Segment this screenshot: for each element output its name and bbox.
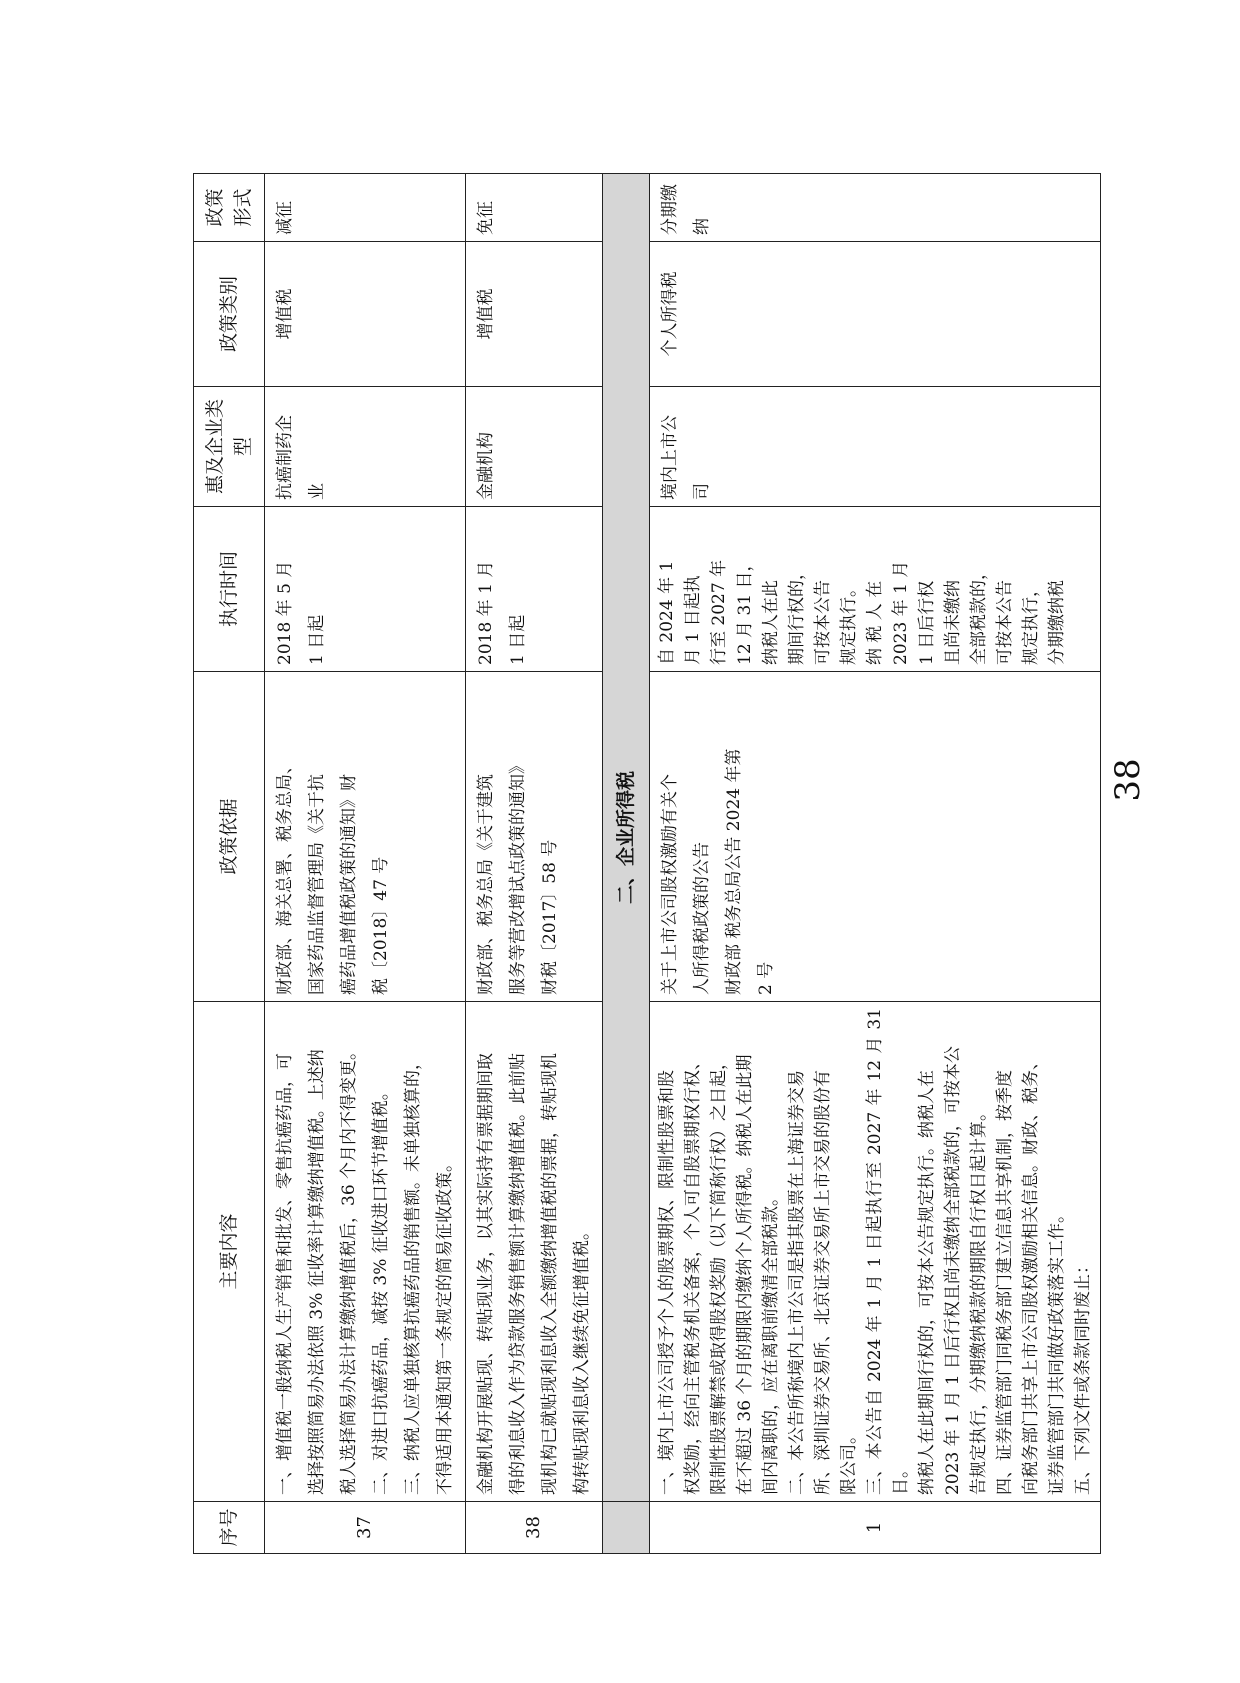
content-line: 金融机构开展贴现、转贴现业务，以其实际持有票据期间取 [476,1053,496,1495]
content-line: 告规定执行，分期缴纳税款的期限自行权日起计算。 [969,1104,989,1495]
time-line: 1 日起 [307,614,327,665]
content-line: 权奖励，经向主管税务机关备案，个人可自股票期权行权、 [683,1053,703,1495]
content-line: 选择按照简易办法依照 3% 征收率计算缴纳增值税。上述纳 [307,1049,327,1495]
content-line: 三、本公告自 2024 年 1 月 1 日起执行至 2027 年 12 月 31 日。 [865,1008,911,1495]
basis-line: 国家药品监督管理局《关于抗 [307,774,327,995]
content-line: 在不超过 36 个月的期限内缴纳个人所得税。纳税人在此期 [735,1054,755,1495]
row1-category: 个人所得税 [650,242,1101,387]
row37-time [265,507,466,672]
content-line: 一、增值税一般纳税人生产销售和批发、零售抗癌药品，可 [275,1053,295,1495]
time-line: 2023 年 1 月 [891,560,911,665]
header-basis: 政策依据 [194,672,265,1002]
content-line: 间内离职的，应在离职前缴清全部税款。 [761,1189,781,1495]
content-line: 二、本公告所称境内上市公司是指其股票在上海证券交易 [787,1070,807,1495]
time-line: 分期缴纳税 [1047,580,1067,665]
content-line: 三、纳税人应单独核算抗癌药品的销售额。未单独核算的， [403,1053,423,1495]
row37-enterprise [265,387,466,507]
time-line: 规定执行。 [839,580,859,665]
row37-form: 减征 [265,174,466,242]
table-row-38 [466,174,603,1554]
content-line: 现机构已就贴现利息收入全额缴纳增值税的票据，转贴现机 [540,1053,560,1495]
content-line: 纳税人在此期间行权的，可按本公告规定执行。纳税人在 [917,1070,937,1495]
row1-content [650,1002,1101,1502]
header-seq: 序号 [194,1502,265,1554]
time-line: 12 月 31 日， [735,554,755,665]
time-line: 纳税人在此 [761,580,781,665]
table-row-37 [265,174,466,1554]
policy-table [193,173,1101,1554]
table-header-row [194,174,265,1554]
content-line: 二、对进口抗癌药品，减按 3% 征收进口环节增值税。 [371,1083,391,1495]
content-line: 五、下列文件或条款同时废止： [1073,1257,1093,1495]
content-line: 所、深圳证券交易所、北京证券交易所上市交易的股份有 [813,1070,833,1495]
row38-basis [466,672,603,1002]
time-line: 行至 2027 年 [709,559,729,665]
row1-basis [650,672,1101,1002]
content-line: 一、境内上市公司授予个人的股票期权、限制性股票和股 [657,1070,677,1495]
row1-time [650,507,1101,672]
page-number: 38 [1108,758,1148,802]
rotated-page-table-wrapper [193,174,1093,1554]
section-title: 二、企业所得税 [603,174,650,1502]
row38-content [466,1002,603,1502]
enterprise-line: 司 [692,483,712,500]
basis-line: 人所得税政策的公告 [692,842,712,995]
basis-line: 2 号 [756,961,776,995]
basis-line: 关于上市公司股权激励有关个 [660,774,680,995]
content-line: 四、证券监管部门同税务部门建立信息共享机制，按季度 [995,1070,1015,1495]
time-line: 2018 年 1 月 [476,560,496,665]
row38-category: 增值税 [466,242,603,387]
time-line: 纳 税 人 在 [865,580,885,665]
section-seq-cell [603,1502,650,1554]
row38-enterprise [466,387,603,507]
enterprise-line: 业 [307,483,327,500]
time-line: 规定执行， [1021,580,1041,665]
row38-time [466,507,603,672]
header-enterprise: 惠及企业类型 [194,387,265,507]
row1-form: 分期缴纳 [650,174,1101,242]
row38-form: 免征 [466,174,603,242]
table-row-1 [650,174,1101,1554]
time-line: 全部税款的， [969,563,989,665]
row37-category: 增值税 [265,242,466,387]
enterprise-line: 境内上市公 [660,415,680,500]
content-line: 2023 年 1 月 1 日后行权且尚未缴纳全部税款的，可按本公 [943,1046,963,1495]
time-line: 可按本公告 [813,580,833,665]
basis-line: 服务等营改增试点政策的通知》 [508,757,528,995]
content-line: 构转贴现利息收入继续免征增值税。 [572,1223,592,1495]
time-line: 自 2024 年 1 [657,560,677,665]
time-line: 1 日后行权 [917,580,937,665]
row38-seq: 38 [466,1502,603,1554]
basis-line: 财政部、税务总局《关于建筑 [476,774,496,995]
time-line: 1 日起 [508,614,528,665]
time-line: 期间行权的， [787,563,807,665]
enterprise-line: 金融机构 [476,432,496,500]
content-line: 限制性股票解禁或取得股权奖励（以下简称行权）之日起， [709,1053,729,1495]
time-line: 且尚未缴纳 [943,580,963,665]
row37-content [265,1002,466,1502]
content-line: 得的利息收入作为贷款服务销售额计算缴纳增值税。此前贴 [508,1053,528,1495]
row37-basis [265,672,466,1002]
header-form: 政策形式 [194,174,265,242]
content-line: 限公司。 [839,1427,859,1495]
section-row [603,174,650,1554]
row1-enterprise [650,387,1101,507]
basis-line: 财政部、海关总署、税务总局、 [275,757,295,995]
time-line: 月 1 日起执 [683,575,703,665]
basis-line: 财税〔2017〕58 号 [540,839,560,995]
header-category: 政策类别 [194,242,265,387]
time-line: 可按本公告 [995,580,1015,665]
enterprise-line: 抗癌制药企 [275,415,295,500]
content-line: 税人选择简易办法计算缴纳增值税后，36 个月内不得变更。 [339,1042,359,1495]
basis-line: 财政部 税务总局公告 2024 年第 [724,748,744,995]
content-line: 向税务部门共享上市公司股权激励相关信息。财政、税务、 [1021,1053,1041,1495]
time-line: 2018 年 5 月 [275,560,295,665]
basis-line: 税〔2018〕47 号 [371,856,391,995]
header-content: 主要内容 [194,1002,265,1502]
row37-seq: 37 [265,1502,466,1554]
row1-seq: 1 [650,1502,1101,1554]
basis-line: 癌药品增值税政策的通知》财 [339,774,359,995]
header-time: 执行时间 [194,507,265,672]
content-line: 证券监管部门共同做好政策落实工作。 [1047,1206,1067,1495]
content-line: 不得适用本通知第一条规定的简易征收政策。 [435,1155,455,1495]
